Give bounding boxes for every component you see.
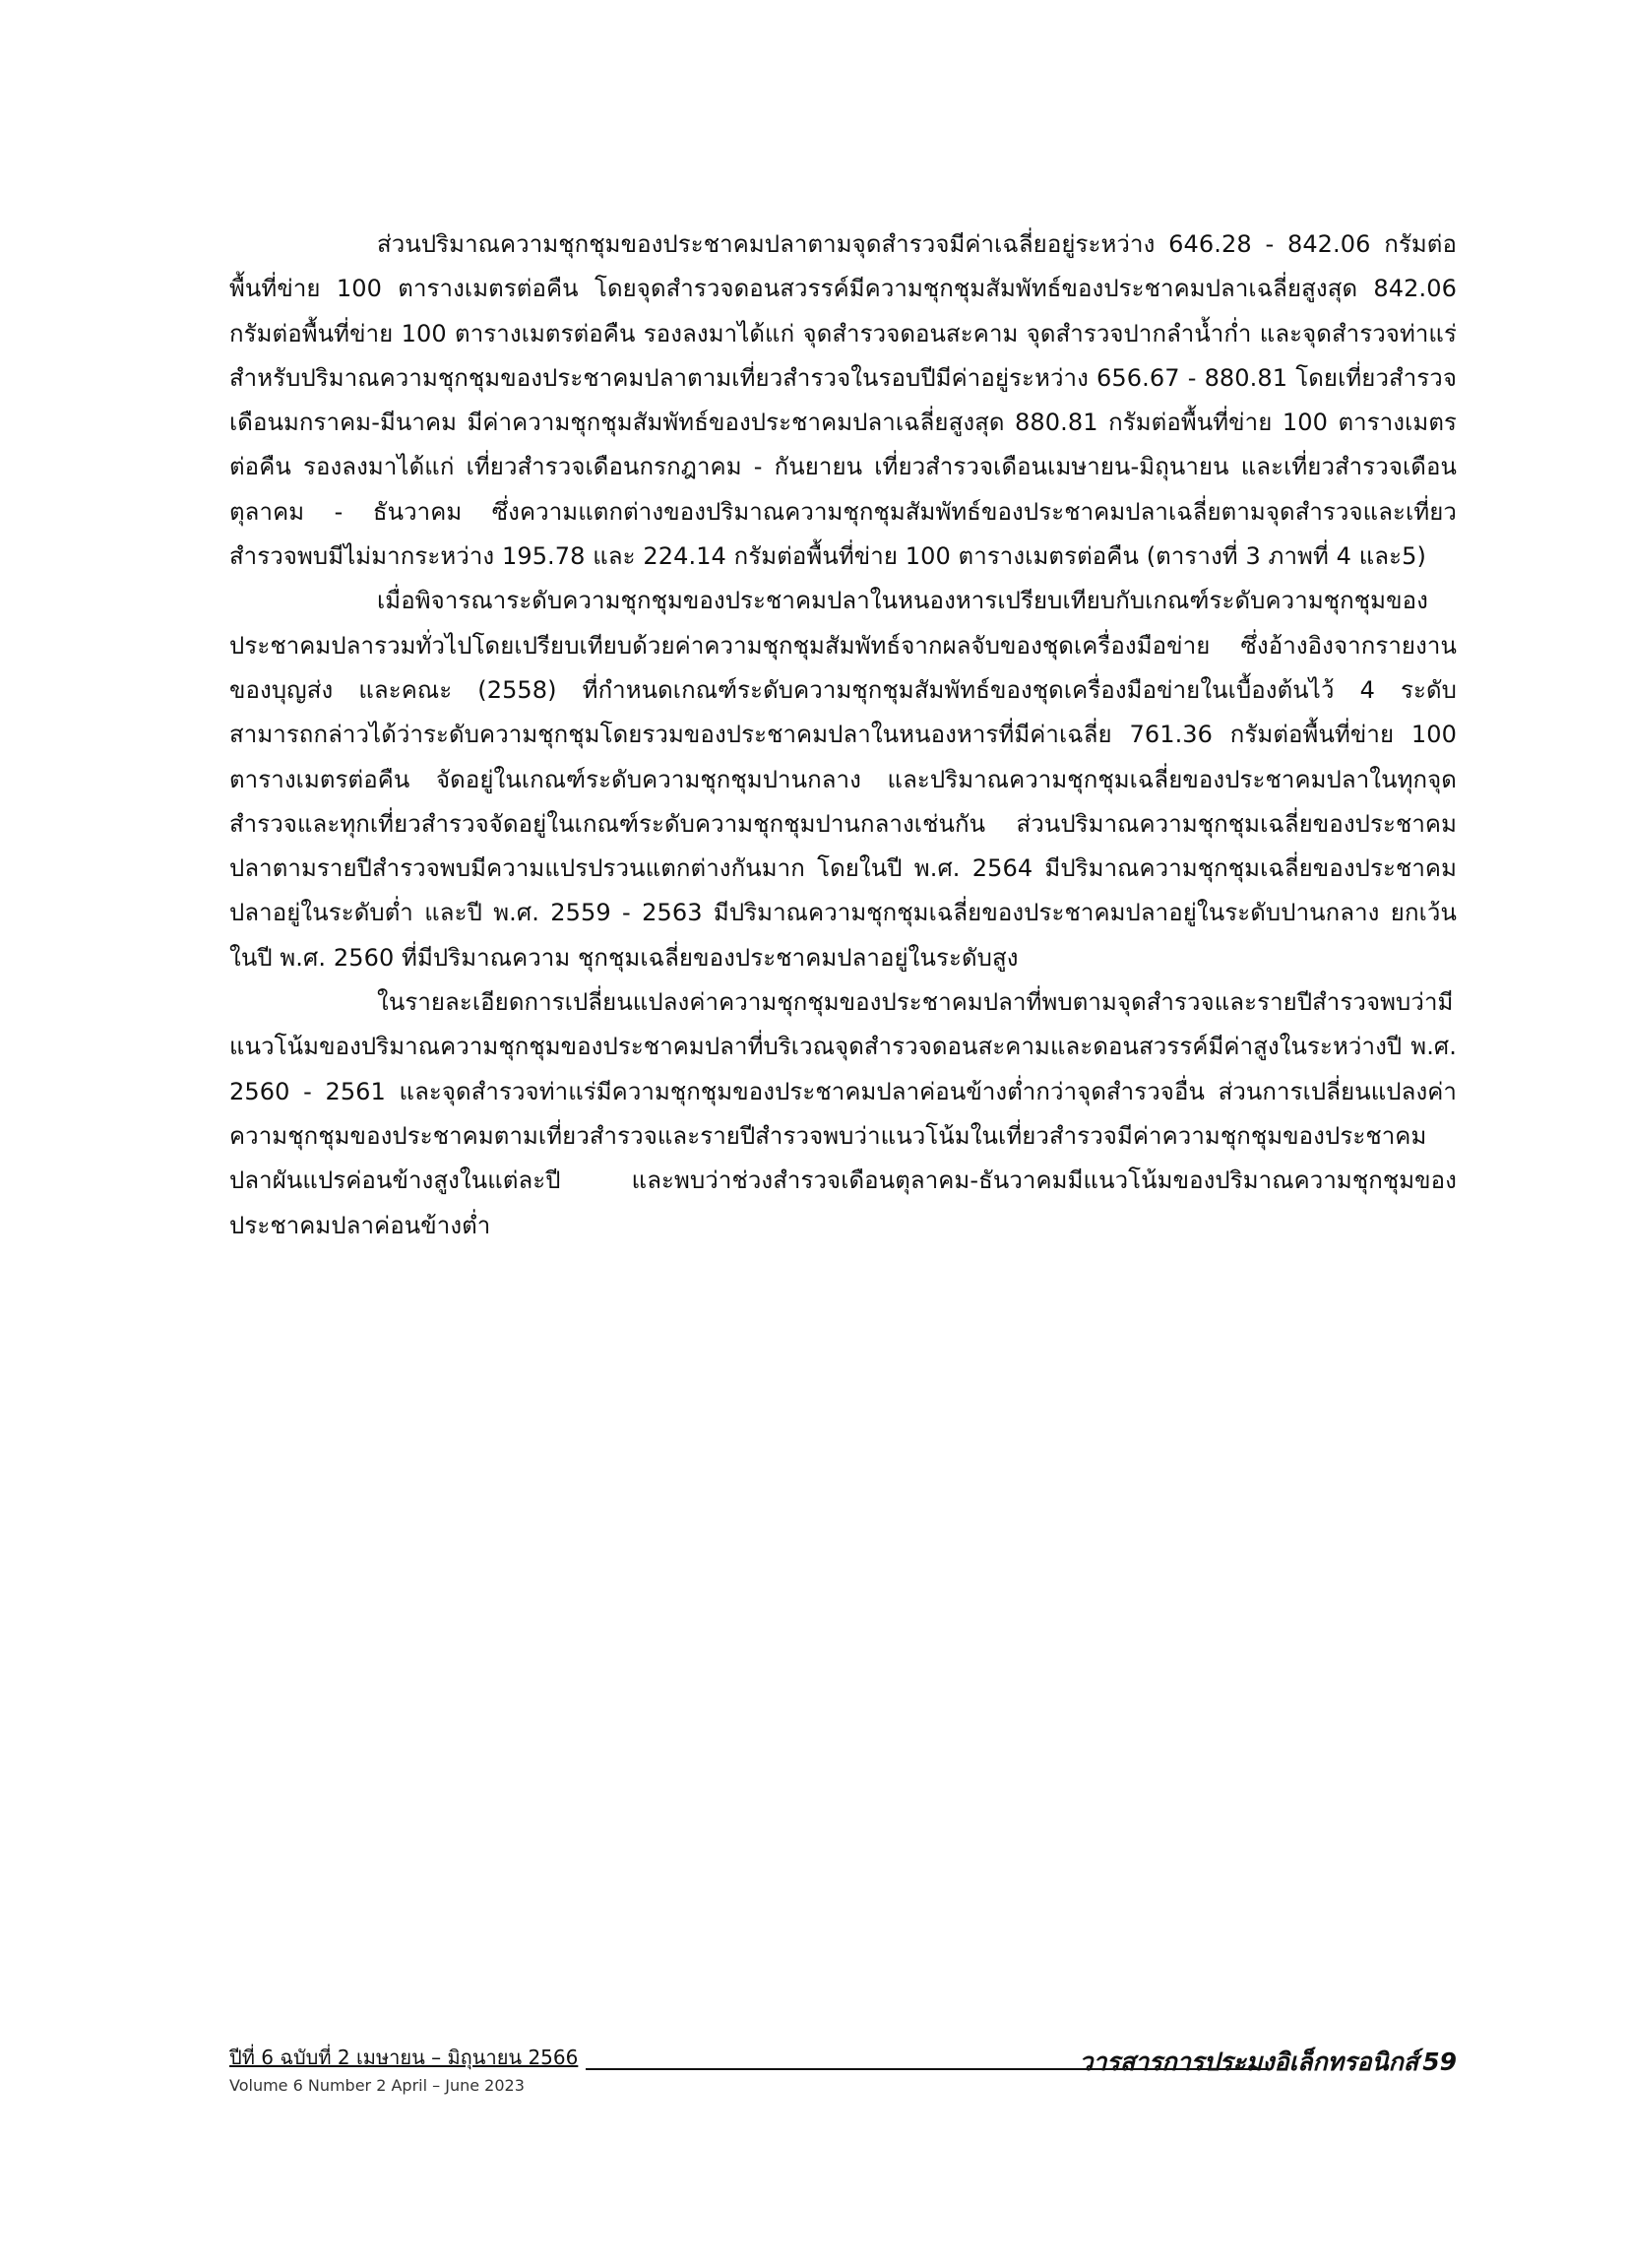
footer-volume-english: Volume 6 Number 2 April – June 2023 [229,2076,525,2095]
page-number: 59 [1422,2048,1457,2076]
paragraph-abundance-criteria: เมื่อพิจารณาระดับความชุกชุมของประชาคมปลาในหนองหารเปรียบเทียบกับเกณฑ์ระดับความชุกชุมของประชาคมปลารวมทั่วไปโดยเปรียบเทียบด้วยค่าความชุกชุมสัมพัทธ์จากผลจับของชุดเครื่องมือข่าย ซึ่งอ้างอิงจากรายงานของบุญส่ง และคณะ (2558) ที่กำหนดเกณฑ์ระดับความชุกชุมสัมพัทธ์ของชุดเครื่องมือข่ายในเบื้องต้นไว้ 4 ระดับ สามารถกล่าวได้ว่าระดับความชุกชุมโดยรวมของประชาคมปลาในหนองหารที่มีค่าเฉลี่ย 761.36 กรัมต่อพื้นที่ข่าย 100 ตารางเมตรต่อคืน จัดอยู่ในเกณฑ์ระดับความชุกชุมปานกลาง และปริมาณความชุกชุมเฉลี่ยของประชาคมปลาในทุกจุดสำรวจและทุกเที่ยวสำรวจจัดอยู่ในเกณฑ์ระดับความชุกชุมปานกลางเช่นกัน ส่วนปริมาณความชุกชุมเฉลี่ยของประชาคมปลาตามรายปีสำรวจพบมีความแปรปรวนแตกต่างกันมาก โดยในปี พ.ศ. 2564 มีปริมาณความชุกชุมเฉลี่ยของประชาคมปลาอยู่ในระดับต่ำ และปี พ.ศ. 2559 - 2563 มีปริมาณความชุกชุมเฉลี่ยของประชาคมปลาอยู่ในระดับปานกลาง ยกเว้นในปี พ.ศ. 2560 ที่มีปริมาณความ ชุกชุมเฉลี่ยของประชาคมปลาอยู่ในระดับสูง [229,587,1457,972]
paragraph-abundance-trends: ในรายละเอียดการเปลี่ยนแปลงค่าความชุกชุมของประชาคมปลาที่พบตามจุดสำรวจและรายปีสำรวจพบว่ามีแนวโน้มของปริมาณความชุกชุมของประชาคมปลาที่บริเวณจุดสำรวจดอนสะคามและดอนสวรรค์มีค่าสูงในระหว่างปี พ.ศ. 2560 - 2561 และจุดสำรวจท่าแร่มีความชุกชุมของประชาคมปลาค่อนข้างต่ำกว่าจุดสำรวจอื่น ส่วนการเปลี่ยนแปลงค่าความชุกชุมของประชาคมตามเที่ยวสำรวจและรายปีสำรวจพบว่าแนวโน้มในเที่ยวสำรวจมีค่าความชุกชุมของประชาคมปลาผันแปรค่อนข้างสูงในแต่ละปี และพบว่าช่วงสำรวจเดือนตุลาคม-ธันวาคมมีแนวโน้มของปริมาณความชุกชุมของประชาคมปลาค่อนข้างต่ำ [229,988,1457,1239]
article-body [229,222,1457,1248]
footer-journal-name: วารสารการประมงอิเล็กทรอนิกส์ [1079,2048,1418,2076]
page-footer [229,2043,1457,2121]
paragraph-abundance-by-station: ส่วนปริมาณความชุกชุมของประชาคมปลาตามจุดสำรวจมีค่าเฉลี่ยอยู่ระหว่าง 646.28 - 842.06 กรัมต่อพื้นที่ข่าย 100 ตารางเมตรต่อคืน โดยจุดสำรวจดอนสวรรค์มีความชุกชุมสัมพัทธ์ของประชาคมปลาเฉลี่ยสูงสุด 842.06 กรัมต่อพื้นที่ข่าย 100 ตารางเมตรต่อคืน รองลงมาได้แก่ จุดสำรวจดอนสะคาม จุดสำรวจปากลำน้ำก่ำ และจุดสำรวจท่าแร่ สำหรับปริมาณความชุกชุมของประชาคมปลาตามเที่ยวสำรวจในรอบปีมีค่าอยู่ระหว่าง 656.67 - 880.81 โดยเที่ยวสำรวจเดือนมกราคม-มีนาคม มีค่าความชุกชุมสัมพัทธ์ของประชาคมปลาเฉลี่ยสูงสุด 880.81 กรัมต่อพื้นที่ข่าย 100 ตารางเมตรต่อคืน รองลงมาได้แก่ เที่ยวสำรวจเดือนกรกฎาคม - กันยายน เที่ยวสำรวจเดือนเมษายน-มิถุนายน และเที่ยวสำรวจเดือนตุลาคม - ธันวาคม ซึ่งความแตกต่างของปริมาณความชุกชุมสัมพัทธ์ของประชาคมปลาเฉลี่ยตามจุดสำรวจและเที่ยวสำรวจพบมีไม่มากระหว่าง 195.78 และ 224.14 กรัมต่อพื้นที่ข่าย 100 ตารางเมตรต่อคืน (ตารางที่ 3 ภาพที่ 4 และ5) [229,230,1457,571]
footer-issue-thai: ปีที่ 6 ฉบับที่ 2 เมษายน – มิถุนายน 2566 [229,2046,579,2069]
